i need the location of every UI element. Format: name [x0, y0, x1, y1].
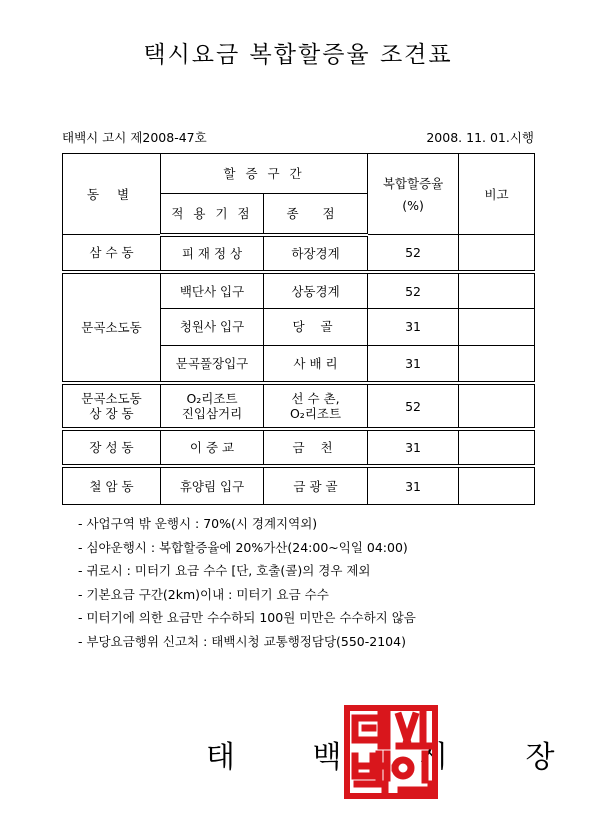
end-cell — [264, 383, 368, 429]
table-row — [63, 429, 535, 466]
district-cell: 문곡소도동 — [63, 272, 161, 383]
table-row — [63, 235, 535, 272]
effective-date: 2008. 11. 01.시행 — [426, 130, 534, 145]
district-line: 상 장 동 — [89, 406, 134, 422]
notes-list — [78, 512, 416, 653]
rate-cell: 31 — [368, 466, 459, 504]
note-cell — [459, 466, 535, 504]
rate-cell: 31 — [368, 309, 459, 345]
document-title: 택시요금 복합할증율 조견표 — [143, 42, 453, 68]
start-line: O₂리조트 — [186, 391, 238, 407]
note-cell — [459, 309, 535, 345]
note-cell — [459, 383, 535, 429]
end-cell: 상동경계 — [264, 272, 368, 309]
end-cell: 금 광 골 — [264, 466, 368, 504]
mayor-signature: 태 백 시 장 — [206, 740, 589, 775]
note-cell — [459, 235, 535, 272]
official-seal-icon — [343, 704, 439, 800]
surcharge-table — [62, 153, 535, 505]
rate-cell: 31 — [368, 345, 459, 383]
note-cell — [459, 345, 535, 383]
rate-cell: 52 — [368, 235, 459, 272]
end-cell: 금 천 — [264, 429, 368, 466]
rate-cell: 31 — [368, 429, 459, 466]
note-item: - 귀로시 : 미터기 요금 수수 [단, 호출(콜)의 경우 제외 — [78, 563, 371, 578]
note-item: - 심야운행시 : 복합할증율에 20%가산(24:00~익일 04:00) — [78, 539, 408, 555]
start-cell — [161, 383, 264, 429]
header-rate-unit: (%) — [402, 197, 424, 213]
start-cell: 청원사 입구 — [161, 309, 264, 345]
end-cell: 당 골 — [264, 309, 368, 345]
note-cell — [459, 429, 535, 466]
rate-cell: 52 — [368, 383, 459, 429]
note-item: - 사업구역 밖 운행시 : 70%(시 경계지역외) — [78, 516, 318, 531]
district-cell: 삼 수 동 — [63, 235, 161, 272]
header-rate-label: 복합할증율 — [382, 175, 444, 191]
notice-number: 태백시 고시 제2008-47호 — [62, 130, 207, 145]
header-rate — [368, 154, 459, 235]
header-section: 할 증 구 간 — [161, 154, 368, 194]
start-cell: 피 재 정 상 — [161, 235, 264, 272]
start-cell: 문곡풀장입구 — [161, 345, 264, 383]
table-row — [63, 466, 535, 504]
end-line: O₂리조트 — [289, 406, 342, 422]
table-row — [63, 383, 535, 429]
district-cell: 장 성 동 — [63, 429, 161, 466]
header-district: 동 별 — [63, 154, 161, 235]
note-item: - 기본요금 구간(2km)이내 : 미터기 요금 수수 — [78, 586, 329, 602]
note-item: - 부당요금행위 신고처 : 태백시청 교통행정담당(550-2104) — [78, 633, 406, 649]
note-cell — [459, 272, 535, 309]
header-note: 비고 — [459, 154, 535, 235]
district-cell: 철 암 동 — [63, 466, 161, 504]
start-line: 진입삼거리 — [181, 406, 243, 422]
header-start: 적 용 기 점 — [161, 194, 264, 235]
table-row — [63, 272, 535, 309]
note-item: - 미터기에 의한 요금만 수수하되 100원 미만은 수수하지 않음 — [78, 610, 416, 625]
rate-cell: 52 — [368, 272, 459, 309]
district-line: 문곡소도동 — [81, 391, 142, 407]
end-cell: 하장경계 — [264, 235, 368, 272]
header-end: 종 점 — [264, 194, 368, 235]
end-cell: 사 배 리 — [264, 345, 368, 383]
start-cell: 휴양림 입구 — [161, 466, 264, 504]
district-cell — [63, 383, 161, 429]
start-cell: 백단사 입구 — [161, 272, 264, 309]
start-cell: 이 중 교 — [161, 429, 264, 466]
end-line: 선 수 촌, — [291, 391, 340, 407]
